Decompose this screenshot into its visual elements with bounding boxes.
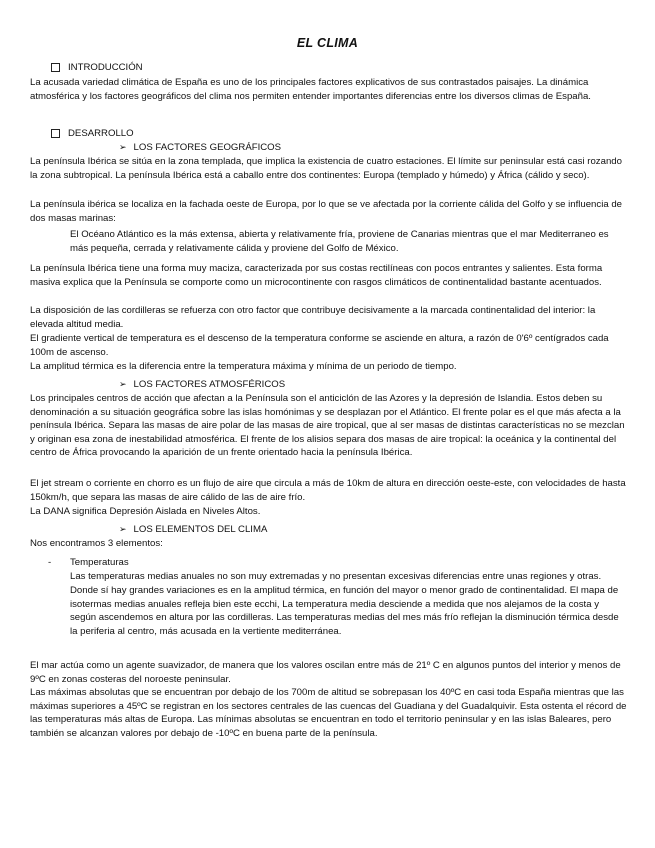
subsection-elem-label: LOS ELEMENTOS DEL CLIMA bbox=[133, 524, 268, 535]
elem-paragraph-2: Las máximas absolutas que se encuentran por debajo de los 700m de altitud se sobrepasan los 40ºC en casi toda España mientras que las máximas superiores a 45ºC se registran en los sectores centrales de las cuencas del Guadiana y del Guadalquivir. Esta ostenta el récord de las temperaturas más altas de Europa. Las mínimas absolutas se encuentran en todo el territorio peninsular y en las islas Baleares, pero también se alcanzan valores por debajo de -10ºC en buena parte de la península. bbox=[30, 687, 627, 739]
subsection-atm-label: LOS FACTORES ATMOSFÉRICOS bbox=[133, 379, 286, 390]
elem-intro: Nos encontramos 3 elementos: bbox=[30, 538, 163, 549]
atm-paragraph-2: El jet stream o corriente en chorro es un flujo de aire que circula a más de 10km de altura en dirección oeste-este, con velocidades de hasta 150km/h, que separa las masas de aire cálido de las de aire frío. bbox=[30, 478, 626, 503]
atm-paragraph-1: Los principales centros de acción que afectan a la Península son el anticiclón de las Azores y la depresión de Islandia. Estos deben su denominación a su situación geográfica sobre las islas homónimas y se desplazan por el Atlántico. El frente polar es el que más afecta a la península Ibérica. Separa las masas de aire polar de las masas de aire tropical, que al ser masas de distintas características no se mezclan y originan esa zona de inestabilidad atmosférica. El frente de los alisios separa dos masas de aire tropical: la oceánica y la continental del centro de África provocando la aparición de un frente orientado hacia la península Ibérica. bbox=[30, 393, 625, 459]
checkbox-icon bbox=[51, 129, 60, 138]
geo-paragraph-1: La península Ibérica se sitúa en la zona templada, que implica la existencia de cuatro estaciones. El límite sur peninsular está casi rozando la zona subtropical. La península Ibérica está a caballo entre dos continentes: Europa (templado y húmedo) y África (cálido y seco). bbox=[30, 156, 622, 181]
page-title: EL CLIMA bbox=[296, 36, 359, 50]
geo-paragraph-7: La amplitud térmica es la diferencia entre la temperatura máxima y mínima de un periodo de tiempo. bbox=[30, 361, 457, 372]
intro-paragraph: La acusada variedad climática de España es uno de los principales factores explicativos de sus contrastados paisajes. La dinámica atmosférica y los factores geográficos del clima nos permiten entender importantes diferencias entre los diversos climas de España. bbox=[30, 77, 591, 102]
atm-paragraph-3: La DANA significa Depresión Aislada en Niveles Altos. bbox=[30, 506, 261, 517]
geo-paragraph-3: El Océano Atlántico es la más extensa, abierta y relativamente fría, proviene de Canarias mientras que el mar Mediterraneo es más pequeña, cerrada y relativamente cálida y proviene del Golfo de México. bbox=[70, 229, 609, 254]
arrow-bullet-icon: ➢ bbox=[119, 379, 127, 389]
geo-paragraph-4: La península Ibérica tiene una forma muy maciza, caracterizada por sus costas rectilíneas con pocos entrantes y salientes. Esta forma masiva explica que la Península se comporte como un microcontinente con rasgos climáticos de continentalidad bastante acentuados. bbox=[30, 263, 603, 288]
arrow-bullet-icon: ➢ bbox=[119, 524, 127, 534]
geo-paragraph-5: La disposición de las cordilleras se refuerza con otro factor que contribuye decisivamente a la marcada continentalidad del interior: la elevada altitud media. bbox=[30, 305, 596, 330]
list-bullet: - bbox=[48, 557, 52, 568]
section-desarrollo-label: DESARROLLO bbox=[68, 128, 134, 139]
subsection-atm-heading bbox=[119, 378, 285, 391]
arrow-bullet-icon: ➢ bbox=[119, 142, 127, 152]
checkbox-icon bbox=[51, 63, 60, 72]
subsection-geo-label: LOS FACTORES GEOGRÁFICOS bbox=[133, 142, 282, 153]
section-intro-label: INTRODUCCIÓN bbox=[68, 62, 143, 73]
subsection-elem-heading bbox=[119, 523, 267, 536]
subsection-geo-heading bbox=[119, 141, 281, 154]
temp-heading: Temperaturas bbox=[70, 557, 129, 568]
geo-paragraph-2: La península ibérica se localiza en la fachada oeste de Europa, por lo que se ve afectada por la corriente cálida del Golfo y se influencia de dos masas marinas: bbox=[30, 199, 622, 224]
section-intro-heading bbox=[51, 61, 143, 74]
geo-paragraph-6: El gradiente vertical de temperatura es el descenso de la temperatura conforme se asciende en altura, a razón de 0'6º centígrados cada 100m de ascenso. bbox=[30, 333, 609, 358]
elem-paragraph-1: El mar actúa como un agente suavizador, de manera que los valores oscilan entre más de 21º C en algunos puntos del interior y menos de 9ºC en zonas costeras del noroeste peninsular. bbox=[30, 660, 621, 685]
temp-paragraph: Las temperaturas medias anuales no son muy extremadas y no presentan excesivas diferencias entre unas regiones y otras. Donde sí hay grandes variaciones es en la amplitud térmica, en función del mayor o menor grado de continentalidad. El mapa de isotermas medias anuales refleja bien este ecchi, La temperatura media desciende a medida que nos alejamos de la costa y según ascendemos en altura por las cordilleras. Las temperaturas medias del mes más frío reflejan la disminución térmica desde la periferia al centro, más acusada en la vertiente mediterránea. bbox=[70, 571, 619, 638]
section-desarrollo-heading bbox=[51, 127, 134, 140]
